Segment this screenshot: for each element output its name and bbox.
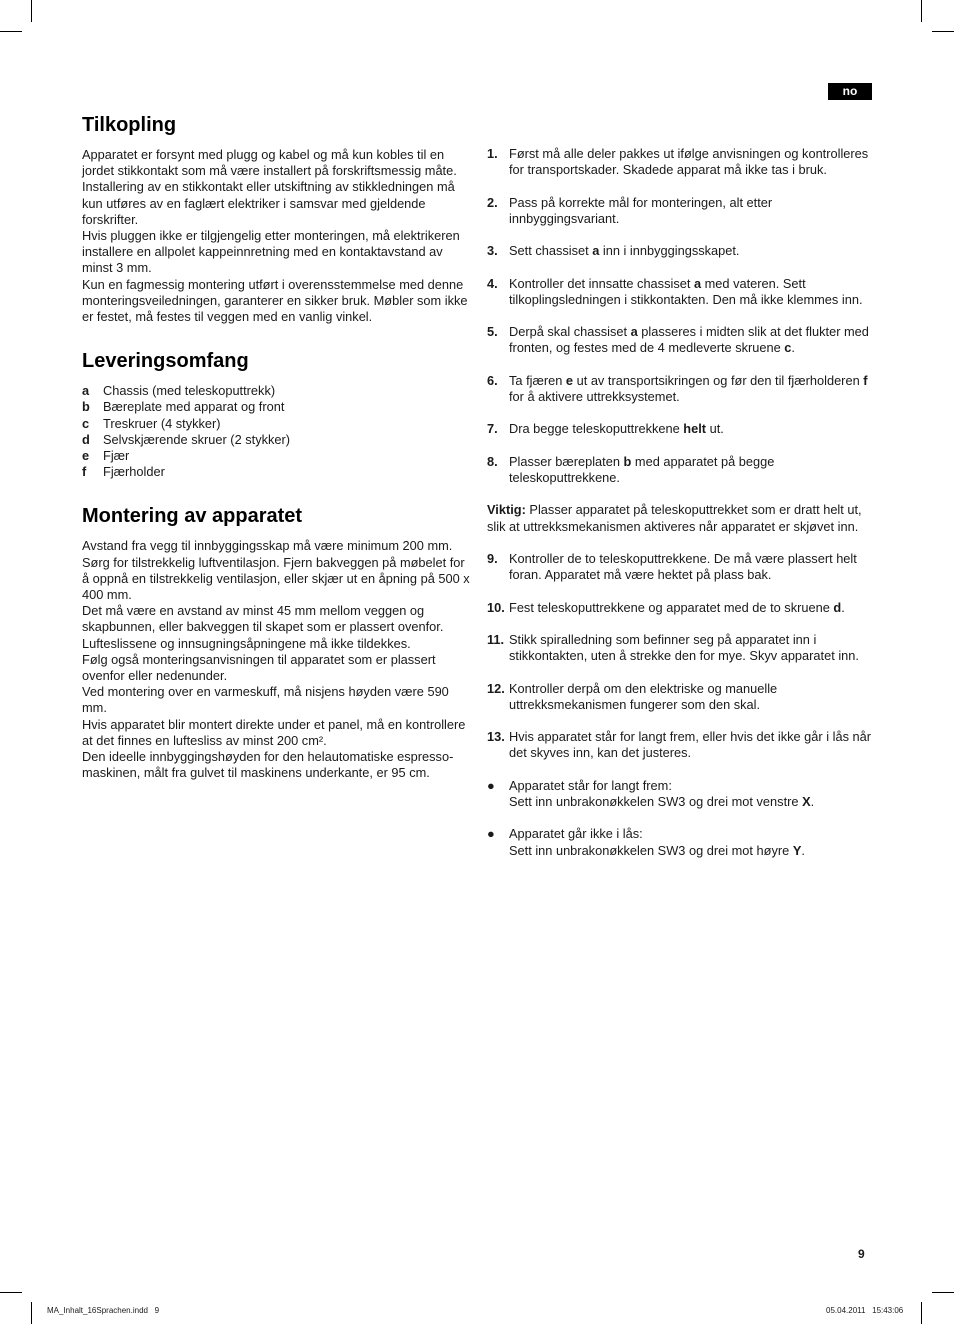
step-item <box>487 276 875 308</box>
step-number: 9. <box>487 550 498 566</box>
item-letter: d <box>82 431 90 447</box>
step-item <box>487 729 875 761</box>
bullet-text: Apparatet går ikke i lås: Sett inn unbrakonøkkelen SW3 og drei mot høyre Y. <box>509 826 805 858</box>
step-text: Fest teleskoputtrekkene og apparatet med de to skruene d. <box>509 599 845 615</box>
item-text: Bæreplate med apparat og front <box>103 399 285 415</box>
item-letter: b <box>82 399 90 415</box>
bullet-icon: ● <box>487 826 495 842</box>
section-tilkopling <box>82 113 470 325</box>
item-text: Selvskjærende skruer (2 stykker) <box>103 431 291 447</box>
step-text: Kontroller de to teleskoputtrekkene. De må være plassert helt foran. Apparatet må være hektet på plass bak. <box>509 550 857 583</box>
note-label: Viktig: <box>487 502 526 518</box>
step-number: 4. <box>487 275 498 291</box>
item-text: Fjær <box>103 448 130 464</box>
step-number: 7. <box>487 421 498 437</box>
list-item <box>82 416 470 432</box>
step-text: Ta fjæren e ut av transportsikringen og før den til fjærholderen f for å aktivere uttrekksystemet. <box>509 372 868 404</box>
step-text: Først må alle deler pakkes ut ifølge anvisningen og kontrolleres for transportskader. Skadede apparat må ikke tas i bruk. <box>509 146 869 178</box>
step-text: Sett chassiset a inn i innbyggingsskapet. <box>509 243 740 259</box>
step-item <box>487 421 875 437</box>
section-title: Montering av apparatet <box>82 505 303 528</box>
section-montering <box>82 504 470 781</box>
step-item <box>487 632 875 664</box>
section-title: Leveringsomfang <box>82 350 249 373</box>
step-number: 8. <box>487 453 498 469</box>
crop-mark <box>31 1302 32 1324</box>
crop-mark <box>932 31 954 32</box>
note-text: Plasser apparatet på teleskoputtrekket som er dratt helt ut, slik at uttrekksmekanismen aktiveres når apparatet er skjøvet inn. <box>487 502 862 534</box>
step-text: Dra begge teleskoputtrekkene helt ut. <box>509 421 724 437</box>
footer-file-info: MA_Inhalt_16Sprachen.indd 9 <box>47 1306 160 1315</box>
step-number: 1. <box>487 146 498 161</box>
steps-list <box>487 551 875 762</box>
crop-mark <box>932 1292 954 1293</box>
footer-timestamp: 05.04.2011 15:43:06 <box>826 1306 904 1315</box>
item-letter: a <box>82 383 90 399</box>
item-text: Chassis (med teleskoputtrekk) <box>103 383 276 399</box>
important-note <box>487 502 875 534</box>
item-letter: e <box>82 448 90 464</box>
right-column <box>487 146 875 875</box>
item-letter: c <box>82 415 90 431</box>
crop-mark <box>31 0 32 22</box>
left-column <box>82 113 470 782</box>
step-number: 10. <box>487 599 505 615</box>
step-item <box>487 146 875 178</box>
step-text: Stikk spiralledning som befinner seg på apparatet inn i stikkontakten, uten å strekke den for mye. Skyv apparatet inn. <box>509 631 859 664</box>
crop-mark <box>0 31 22 32</box>
step-text: Kontroller derpå om den elektriske og manuelle uttrekksmekanismen fungerer som den skal. <box>509 680 778 712</box>
list-item <box>82 448 470 464</box>
list-item <box>82 383 470 399</box>
section-leveringsomfang <box>82 349 470 480</box>
item-letter: f <box>82 464 87 480</box>
step-text: Plasser bæreplaten b med apparatet på begge teleskoputtrekkene. <box>509 453 775 485</box>
bullet-item <box>487 778 875 810</box>
list-item <box>82 399 470 415</box>
language-badge: no <box>828 83 872 100</box>
step-number: 2. <box>487 194 498 210</box>
step-item <box>487 600 875 616</box>
adjustment-list <box>487 778 875 859</box>
step-number: 5. <box>487 324 498 340</box>
step-item <box>487 681 875 713</box>
step-number: 12. <box>487 680 505 696</box>
delivery-list <box>82 383 470 480</box>
step-text: Derpå skal chassiset a plasseres i midten slik at det flukter med fronten, og festes med de 4 medleverte skruene c. <box>509 324 869 356</box>
item-text: Treskruer (4 stykker) <box>103 415 221 431</box>
step-item <box>487 195 875 227</box>
step-text: Hvis apparatet står for langt frem, eller hvis det ikke går i lås når det skyves inn, kan det justeres. <box>509 729 872 761</box>
bullet-item <box>487 826 875 858</box>
step-item <box>487 243 875 259</box>
section-title: Tilkopling <box>82 114 177 136</box>
list-item <box>82 464 470 480</box>
step-number: 11. <box>487 631 505 647</box>
step-item <box>487 324 875 356</box>
page-number: 9 <box>858 1247 865 1261</box>
step-item <box>487 454 875 486</box>
crop-mark <box>921 1302 922 1324</box>
item-text: Fjærholder <box>103 464 165 480</box>
step-text: Pass på korrekte mål for monteringen, alt etter innbyggingsvariant. <box>509 194 773 226</box>
step-item <box>487 551 875 583</box>
steps-list <box>487 146 875 486</box>
step-item <box>487 373 875 405</box>
bullet-text: Apparatet står for langt frem: Sett inn unbrakonøkkelen SW3 og drei mot venstre X. <box>509 777 815 809</box>
step-number: 13. <box>487 729 505 745</box>
step-number: 6. <box>487 372 498 388</box>
crop-mark <box>921 0 922 22</box>
section-body: Avstand fra vegg til innbyggingsskap må være minimum 200 mm. Sørg for tilstrekkelig luftventilasjon. Fjern bakveggen på møbelet for å oppnå en tilstrekkelig ventilasjon, eller skjær ut en åpning på 500 x 400 mm. Det må være en avstand av minst 45 mm mellom veggen og skapbunnen, eller bakveggen til skapet som er plassert ovenfor. Lufteslissene og innsugningsåpningene må ikke tildekkes. Følg også monteringsanvisningen til apparatet som er plassert ovenfor eller nedenunder. Ved montering over en varmeskuff, må nisjens høyden være 590 mm. Hvis apparatet blir montert direkte under et panel, må en kontrollere at det finnes en luftesliss av minst 200 cm². Den ideelle innbyggingshøyden for den helautomatiske espresso-maskinen, målt fra gulvet til maskinens underkante, er 95 cm. <box>82 538 470 781</box>
crop-mark <box>0 1292 22 1293</box>
step-text: Kontroller det innsatte chassiset a med vateren. Sett tilkoplingsledningen i stikkontakten. Den må ikke klemmes inn. <box>509 275 863 307</box>
bullet-icon: ● <box>487 777 495 793</box>
step-number: 3. <box>487 243 498 259</box>
section-body: Apparatet er forsynt med plugg og kabel og må kun kobles til en jordet stikkontakt som må være installert på forskriftsmessig måte. Installering av en stikkontakt eller utskiftning av stikkledningen må kun utføres av en faglært elektriker i samsvar med gjeldende forskrifter. Hvis pluggen ikke er tilgjengelig etter monteringen, må elektrikeren installere en allpolet kappeinnretning med en kontaktavstand av minst 3 mm. Kun en fagmessig montering utført i overensstemmelse med denne monteringsveiledningen, garanterer en sikker bruk. Møbler som ikke er festet, må festes til veggen med en vanlig vinkel. <box>82 147 468 325</box>
list-item <box>82 432 470 448</box>
